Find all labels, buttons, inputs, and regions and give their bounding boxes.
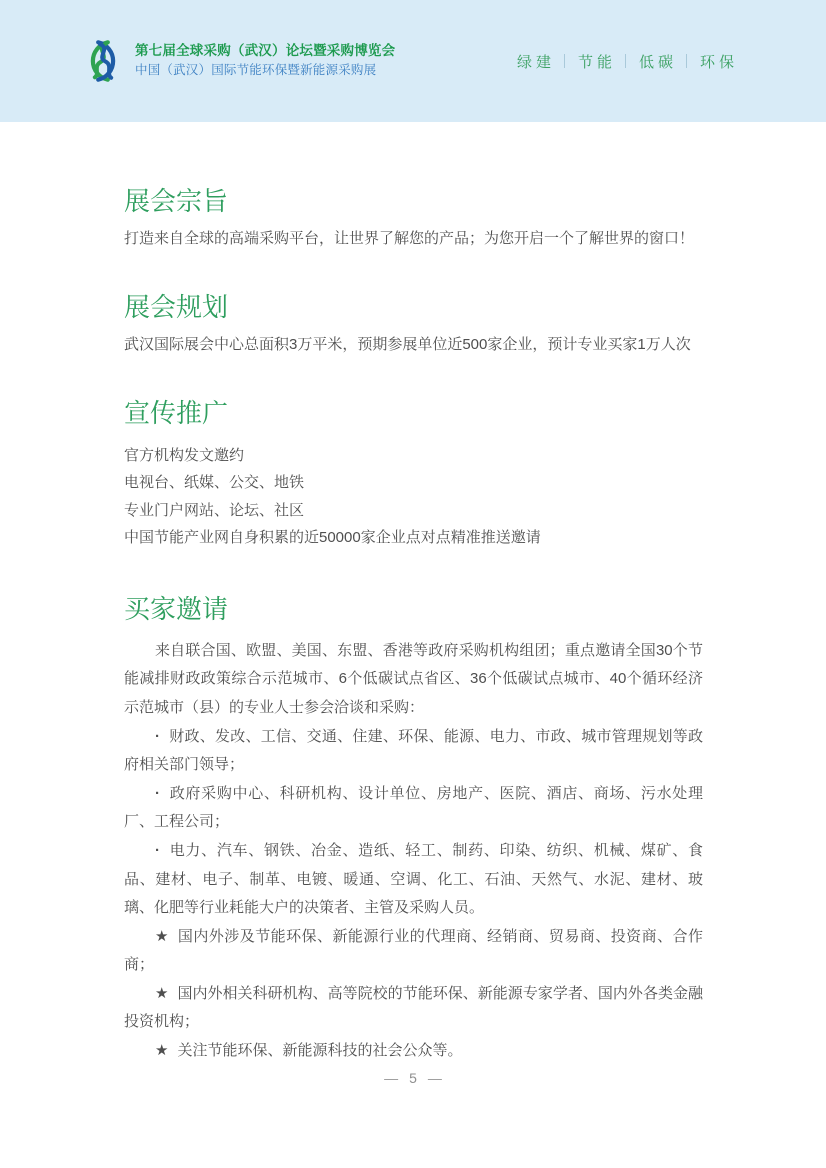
buyers-item-text: 财政、发改、工信、交通、住建、环保、能源、电力、市政、城市管理规划等政府相关部门领导； [124, 727, 703, 774]
buyers-item [124, 780, 703, 837]
header-nav [517, 51, 738, 72]
section-planning-heading: 展会规划 [124, 292, 229, 323]
bullet-dot-icon: · [155, 727, 160, 745]
promotion-line: 专业门户网站、论坛、社区 [124, 501, 305, 519]
buyers-item [124, 1037, 703, 1066]
section-planning [124, 292, 703, 356]
nav-item-low-carbon[interactable]: 低碳 [638, 53, 677, 71]
page-footer [0, 1070, 826, 1086]
buyers-item [124, 923, 703, 980]
brand-titles [135, 43, 395, 79]
expo-title: 第七届全球采购（武汉）论坛暨采购博览会 [135, 43, 396, 59]
page-header [0, 0, 826, 122]
section-promotion [124, 398, 703, 551]
footer-dash: — [427, 1070, 442, 1086]
expo-logo-icon [80, 38, 126, 84]
footer-dash: — [384, 1070, 399, 1086]
buyers-item-text: 国内外相关科研机构、高等院校的节能环保、新能源专家学者、国内外各类金融投资机构； [124, 984, 703, 1031]
nav-separator [686, 54, 687, 68]
page-number: 5 [409, 1070, 417, 1086]
nav-item-energy-saving[interactable]: 节能 [577, 53, 616, 71]
nav-separator [564, 54, 565, 68]
bullet-dot-icon: · [155, 784, 160, 802]
buyers-item-text: 关注节能环保、新能源科技的社会公众等。 [177, 1042, 463, 1060]
buyers-item-text: 政府采购中心、科研机构、设计单位、房地产、医院、酒店、商场、污水处理厂、工程公司； [124, 784, 703, 831]
section-buyers [124, 594, 703, 1066]
section-promotion-heading: 宣传推广 [124, 398, 229, 429]
brand [80, 38, 395, 84]
promotion-line: 电视台、纸媒、公交、地铁 [124, 474, 305, 492]
buyers-intro: 来自联合国、欧盟、美国、东盟、香港等政府采购机构组团；重点邀请全国30个节能减排财政政策综合示范城市、6个低碳试点省区、36个低碳试点城市、40个循环经济示范城市（县）的专业人士参会洽谈和采购： [124, 641, 703, 716]
promotion-line: 官方机构发文邀约 [124, 446, 245, 464]
page-content [0, 122, 826, 1066]
star-icon: ★ [155, 1042, 169, 1060]
expo-subtitle: 中国（武汉）国际节能环保暨新能源采购展 [135, 63, 377, 78]
section-purpose-heading: 展会宗旨 [124, 186, 229, 216]
nav-separator [625, 54, 626, 68]
nav-item-eco-friendly[interactable]: 环保 [699, 53, 738, 71]
buyers-item [124, 837, 703, 923]
buyers-item [124, 723, 703, 780]
section-purpose [124, 186, 703, 250]
star-icon: ★ [155, 927, 169, 945]
section-planning-body: 武汉国际展会中心总面积3万平米，预期参展单位近500家企业，预计专业买家1万人次 [124, 336, 691, 354]
promotion-line: 中国节能产业网自身积累的近50000家企业点对点精准推送邀请 [124, 529, 541, 547]
section-purpose-body: 打造来自全球的高端采购平台，让世界了解您的产品；为您开启一个了解世界的窗口！ [124, 230, 695, 248]
nav-item-green-building[interactable]: 绿建 [516, 53, 555, 71]
buyers-item-text: 国内外涉及节能环保、新能源行业的代理商、经销商、贸易商、投资商、合作商； [124, 927, 703, 974]
star-icon: ★ [155, 984, 169, 1002]
buyers-item [124, 980, 703, 1037]
section-buyers-heading: 买家邀请 [124, 593, 229, 624]
promotion-lines [124, 442, 703, 552]
buyers-item-text: 电力、汽车、钢铁、冶金、造纸、轻工、制药、印染、纺织、机械、煤矿、食品、建材、电子、制革、电镀、暖通、空调、化工、石油、天然气、水泥、建材、玻璃、化肥等行业耗能大户的决策者、主管及采购人员。 [124, 841, 703, 917]
bullet-dot-icon: · [155, 841, 160, 859]
